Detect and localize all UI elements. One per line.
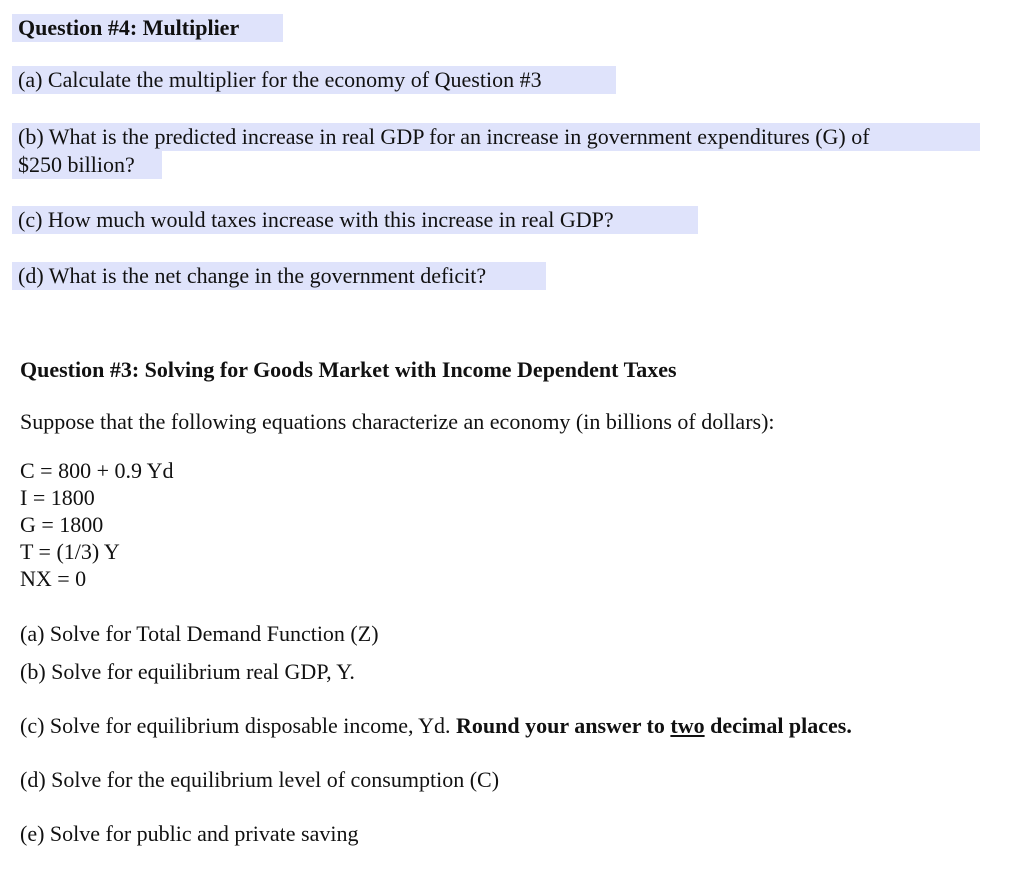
- equation-net-exports: NX = 0: [20, 566, 87, 591]
- q3-part-e: (e) Solve for public and private saving: [20, 821, 359, 846]
- q3-part-a: (a) Solve for Total Demand Function (Z): [20, 621, 379, 646]
- q3-title: Question #3: Solving for Goods Market with Income Dependent Taxes: [20, 357, 677, 382]
- q3-part-b: (b) Solve for equilibrium real GDP, Y.: [20, 659, 355, 684]
- q4-part-b-line1: (b) What is the predicted increase in real GDP for an increase in government expenditures (G) of: [12, 123, 980, 151]
- q3-part-c-text: (c) Solve for equilibrium disposable income, Yd.: [20, 713, 457, 738]
- q4-part-d: (d) What is the net change in the government deficit?: [12, 262, 546, 290]
- equation-consumption: C = 800 + 0.9 Yd: [20, 458, 174, 483]
- q4-part-a: (a) Calculate the multiplier for the economy of Question #3: [12, 66, 616, 94]
- q3-part-c-bold2: decimal places.: [704, 713, 852, 738]
- q3-equations: [20, 457, 174, 592]
- q3-part-c: [20, 712, 852, 740]
- q4-part-b-line2: $250 billion?: [12, 151, 162, 179]
- q3-part-c-underline: two: [670, 713, 705, 738]
- q4-part-c: (c) How much would taxes increase with this increase in real GDP?: [12, 206, 698, 234]
- q4-title: Question #4: Multiplier: [12, 14, 283, 42]
- equation-government: G = 1800: [20, 512, 104, 537]
- q3-intro: Suppose that the following equations characterize an economy (in billions of dollars):: [20, 409, 775, 434]
- equation-investment: I = 1800: [20, 485, 95, 510]
- equation-taxes: T = (1/3) Y: [20, 539, 120, 564]
- q3-part-d: (d) Solve for the equilibrium level of consumption (C): [20, 767, 500, 792]
- q3-part-c-bold1: Round your answer to: [456, 713, 671, 738]
